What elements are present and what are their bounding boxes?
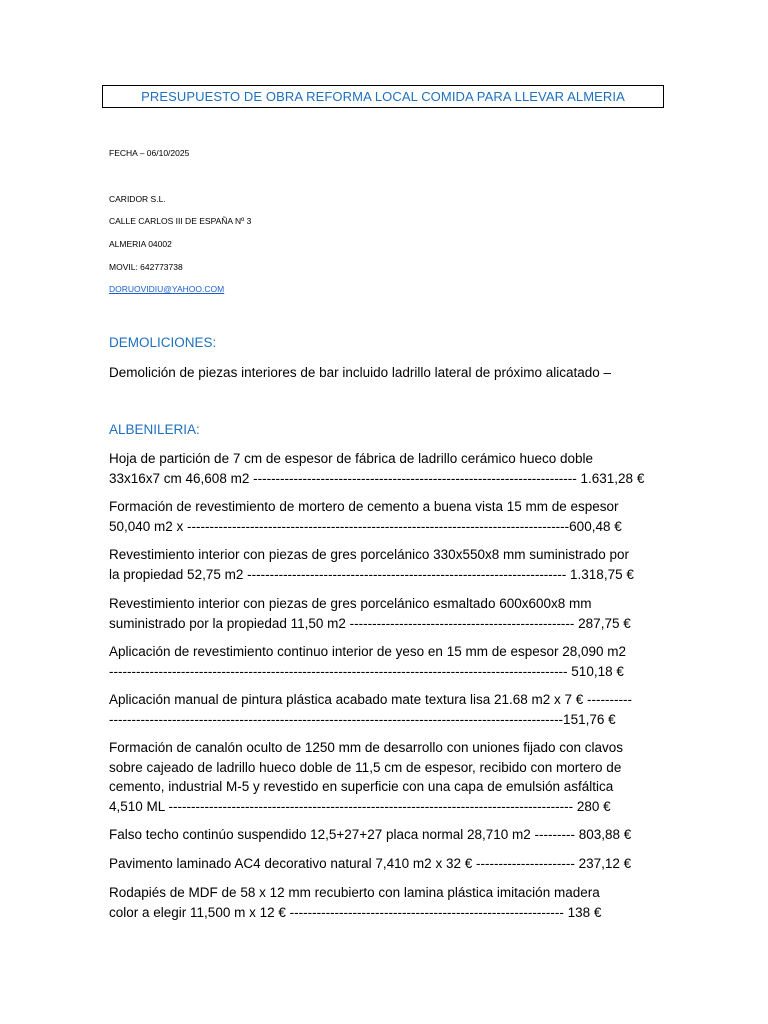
budget-item-line: 33x16x7 cm 46,608 m2 ------------------------------------------------------------------------ 1.631,28 € [109, 470, 645, 486]
document-title: PRESUPUESTO DE OBRA REFORMA LOCAL COMIDA PARA LLEVAR ALMERIA [102, 85, 664, 108]
budget-item [109, 825, 657, 845]
budget-item [109, 497, 657, 536]
company-street: CALLE CARLOS III DE ESPAÑA Nº 3 [109, 216, 252, 226]
budget-item-line: Formación de canalón oculto de 1250 mm de desarrollo con uniones fijado con clavos [109, 740, 624, 755]
section-heading-demoliciones: DEMOLICIONES: [109, 335, 217, 350]
company-city: ALMERIA 04002 [109, 239, 172, 249]
budget-item-line: -----------------------------------------------------------------------------------------------------151,76 € [109, 711, 616, 727]
budget-item [109, 883, 657, 922]
budget-item-line: Aplicación manual de pintura plástica acabado mate textura lisa 21.68 m2 x 7 € ---------- [109, 692, 632, 707]
budget-item-line: Aplicación de revestimiento continuo interior de yeso en 15 mm de espesor 28,090 m2 [109, 644, 627, 659]
budget-item [109, 642, 657, 681]
budget-item [109, 449, 657, 488]
company-email-link[interactable]: DORUOVIDIU@YAHOO.COM [109, 284, 225, 294]
budget-item-line: la propiedad 52,75 m2 ----------------------------------------------------------------------- 1.318,75 € [109, 566, 634, 582]
budget-item-line: cemento, industrial M-5 y revestido en superficie con una capa de emulsión asfáltica [109, 779, 614, 794]
budget-item [109, 690, 657, 729]
budget-item-line: suministrado por la propiedad 11,50 m2 -------------------------------------------------- 287,75 € [109, 615, 631, 631]
budget-item-line: color a elegir 11,500 m x 12 € ------------------------------------------------------------- 138 € [109, 904, 602, 920]
company-phone: MOVIL: 642773738 [109, 262, 183, 272]
budget-item-line: Revestimiento interior con piezas de gres porcelánico 330x550x8 mm suministrado por [109, 547, 630, 562]
demoliciones-line [109, 363, 657, 383]
fecha: FECHA – 06/10/2025 [109, 148, 190, 158]
budget-item [109, 594, 657, 633]
section-heading-albenileria: ALBENILERIA: [109, 422, 200, 437]
budget-item [109, 854, 657, 874]
budget-item [109, 738, 657, 816]
budget-item-line: Formación de revestimiento de mortero de cemento a buena vista 15 mm de espesor [109, 499, 619, 514]
budget-item-line: Pavimento laminado AC4 decorativo natural 7,410 m2 x 32 € ---------------------- 237,12 € [109, 856, 632, 871]
budget-item-line: Hoja de partición de 7 cm de espesor de fábrica de ladrillo cerámico hueco doble [109, 451, 594, 466]
budget-item-line: sobre cajeado de ladrillo hueco doble de 11,5 cm de espesor, recibido con mortero de [109, 759, 622, 775]
budget-item-line: Revestimiento interior con piezas de gres porcelánico esmaltado 600x600x8 mm [109, 596, 592, 611]
budget-item [109, 545, 657, 584]
budget-item-line: ------------------------------------------------------------------------------------------------------ 510,18 € [109, 663, 624, 679]
budget-item-line: Rodapiés de MDF de 58 x 12 mm recubierto con lamina plástica imitación madera [109, 885, 600, 900]
budget-item-line: 50,040 m2 x -------------------------------------------------------------------------------------600,48 € [109, 518, 622, 534]
budget-item-line: Falso techo continúo suspendido 12,5+27+27 placa normal 28,710 m2 --------- 803,88 € [109, 827, 632, 842]
budget-item-line: 4,510 ML ------------------------------------------------------------------------------------------ 280 € [109, 798, 611, 814]
demoliciones-text: Demolición de piezas interiores de bar incluido ladrillo lateral de próximo alicatado – [109, 365, 612, 380]
company-name: CARIDOR S.L. [109, 194, 166, 204]
